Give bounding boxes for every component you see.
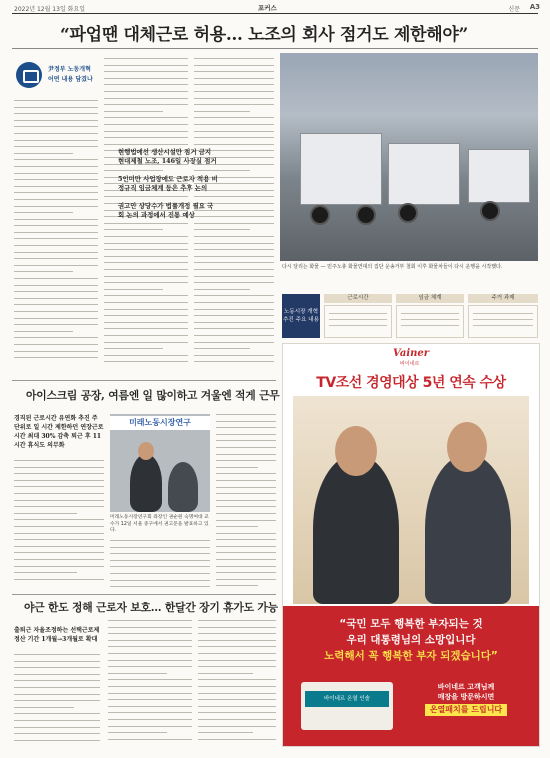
second-headline: 아이스크림 공장, 여름엔 일 많이하고 겨울엔 적게 근무: [26, 389, 280, 402]
body-text-line: [108, 627, 192, 628]
wheel: [310, 205, 330, 225]
body-text-line: [216, 460, 276, 461]
body-text-line: [194, 98, 274, 99]
body-text-line: [198, 706, 276, 707]
body-text-line: [198, 732, 253, 733]
body-text-line: [104, 223, 188, 224]
body-text-line: [104, 117, 188, 118]
body-text-line: [194, 223, 274, 224]
body-text-line: [104, 58, 188, 59]
body-text-line: [14, 572, 77, 573]
body-text-line: [216, 454, 276, 455]
ad-logo: Vainer: [393, 348, 430, 359]
body-text-line: [14, 245, 98, 246]
ad-bottom-text: [401, 682, 531, 716]
body-text-line: [14, 493, 104, 494]
body-text-line: [216, 427, 276, 428]
subhead-3: 권고안 상당수가 법률개정 필요 국회 논의 과정에서 진통 예상: [118, 202, 214, 219]
body-text-line: [14, 186, 98, 187]
body-text-line: [216, 566, 276, 567]
third-article-col-3: [198, 620, 276, 750]
body-text-line: [14, 179, 98, 180]
face: [335, 426, 377, 476]
body-text-line: [14, 700, 100, 701]
body-text-line: [194, 65, 274, 66]
body-text-line: [194, 289, 250, 290]
body-text-line: [216, 585, 258, 586]
body-text-line: [104, 322, 188, 323]
body-text-line: [198, 653, 276, 654]
body-text-line: [14, 486, 104, 487]
body-text-line: [198, 640, 276, 641]
main-headline: “파업땐 대체근로 허용… 노조의 회사 점거도 제한해야”: [60, 25, 468, 45]
body-text-line: [194, 71, 274, 72]
body-text-line: [216, 493, 276, 494]
truck-2: [388, 143, 460, 205]
meeting-photo: [110, 414, 210, 512]
body-text-line: [14, 667, 100, 668]
second-article-col-3: [216, 414, 276, 594]
body-text-line: [104, 111, 163, 112]
body-text-line: [194, 249, 274, 250]
body-text-line: [14, 199, 98, 200]
body-text-line: [104, 78, 188, 79]
body-text-line: [198, 679, 276, 680]
body-text-line: [14, 357, 98, 358]
body-text-line: [216, 421, 276, 422]
body-text-line: [198, 633, 276, 634]
body-text-line: [14, 146, 98, 147]
body-text-line: [104, 309, 188, 310]
body-text-line: [104, 315, 188, 316]
body-text-line: [14, 173, 98, 174]
body-text-line: [194, 335, 274, 336]
body-text-line: [104, 236, 188, 237]
body-text-line: [194, 295, 274, 296]
body-text-line: [14, 271, 73, 272]
body-text-line: [198, 726, 276, 727]
body-text-line: [104, 170, 163, 171]
advertisement: [282, 343, 540, 747]
body-text-line: [14, 113, 98, 114]
body-text-line: [198, 646, 276, 647]
ad-slogan-line: 노력해서 꼭 행복한 부자 되겠습니다”: [324, 650, 498, 662]
body-text-line: [14, 480, 104, 481]
badge-line-2: 어떤 내용 담겼나: [48, 76, 93, 83]
body-text-line: [194, 315, 274, 316]
body-text-line: [216, 552, 276, 553]
body-text-line: [194, 328, 274, 329]
issue-date: 2022년 12월 13일 화요일: [14, 6, 86, 13]
body-text-line: [104, 335, 188, 336]
body-text-line: [14, 351, 98, 352]
body-text-line: [14, 661, 100, 662]
body-text-line: [14, 519, 104, 520]
wheel: [480, 201, 500, 221]
summary-col-header: 주거 과제: [468, 294, 538, 303]
body-text-line: [14, 291, 98, 292]
body-text-line: [104, 289, 163, 290]
summary-cell: [468, 305, 538, 338]
body-text-line: [14, 687, 100, 688]
body-text-line: [104, 84, 188, 85]
meeting-banner: 미래노동시장연구: [110, 416, 210, 430]
meeting-caption: 미래노동시장연구회 좌장인 권순원 숙명여대 교수가 12일 서울 중구에서 권고문을 발표하고 있다.: [110, 515, 209, 533]
body-text-line: [14, 546, 104, 547]
body-text-line: [108, 673, 167, 674]
body-text-line: [216, 467, 258, 468]
body-text-line: [194, 78, 274, 79]
body-text-line: [110, 566, 210, 567]
body-text-line: [198, 620, 276, 621]
body-text-line: [14, 533, 104, 534]
body-text-line: [14, 285, 98, 286]
body-text-line: [108, 693, 192, 694]
body-text-line: [14, 225, 98, 226]
body-text-line: [104, 355, 188, 356]
person: [425, 454, 511, 604]
truck-3: [468, 149, 530, 203]
body-text-line: [14, 252, 98, 253]
body-text-line: [14, 126, 98, 127]
body-text-line: [198, 627, 276, 628]
body-text-line: [198, 712, 276, 713]
header-rule: [12, 13, 538, 14]
section-title: 포커스: [258, 4, 277, 12]
body-text-line: [198, 699, 276, 700]
body-text-line: [194, 342, 274, 343]
body-text-line: [108, 679, 192, 680]
body-text-line: [108, 620, 192, 621]
body-text-line: [14, 344, 98, 345]
body-text-line: [14, 133, 98, 134]
body-text-line: [14, 140, 98, 141]
face: [138, 442, 154, 460]
body-text-line: [194, 117, 274, 118]
body-text-line: [194, 282, 274, 283]
headline-rule: [12, 48, 538, 49]
body-text-line: [14, 219, 98, 220]
page-header: [0, 0, 550, 14]
body-text-line: [104, 262, 188, 263]
body-text-line: [104, 348, 163, 349]
body-text-line: [198, 666, 276, 667]
body-text-line: [14, 500, 104, 501]
main-article-col-1: [14, 100, 98, 370]
ad-bottom-highlight: 온열패치를 드립니다: [425, 704, 507, 716]
third-subhead: 출퇴근 자율조정하는 선택근로제 정산 기간 1개월→3개월로 확대: [14, 627, 100, 643]
body-text-line: [14, 107, 98, 108]
body-text-line: [198, 686, 276, 687]
body-text-line: [194, 276, 274, 277]
body-text-line: [194, 144, 274, 145]
body-text-line: [14, 552, 104, 553]
body-text-line: [216, 487, 276, 488]
body-text-line: [14, 212, 73, 213]
body-text-line: [216, 473, 276, 474]
body-text-line: [198, 673, 253, 674]
body-text-line: [108, 666, 192, 667]
ad-bottom-line: 매장을 방문하시면: [437, 693, 495, 701]
body-text-line: [216, 533, 276, 534]
body-text-line: [194, 355, 274, 356]
body-text-line: [104, 361, 188, 362]
summary-cell: [324, 305, 392, 338]
person: [313, 454, 399, 604]
body-text-line: [14, 311, 98, 312]
body-text-line: [14, 337, 98, 338]
body-text-line: [216, 579, 276, 580]
body-text-line: [14, 740, 100, 741]
body-text-line: [110, 586, 210, 587]
page-number: A3: [529, 3, 540, 11]
body-text-line: [104, 282, 188, 283]
truck-photo: [280, 53, 538, 261]
body-text-line: [104, 302, 188, 303]
body-text-line: [104, 196, 188, 197]
body-text-line: [216, 506, 276, 507]
body-text-line: [108, 699, 192, 700]
body-text-line: [104, 295, 188, 296]
body-text-line: [108, 732, 167, 733]
body-text-line: [194, 131, 274, 132]
body-text-line: [104, 328, 188, 329]
section-rule: [12, 380, 276, 381]
body-text-line: [14, 120, 98, 121]
body-text-line: [14, 159, 98, 160]
second-article-col-1: [14, 460, 104, 590]
body-text-line: [108, 633, 192, 634]
body-text-line: [108, 706, 192, 707]
body-text-line: [104, 131, 188, 132]
body-text-line: [104, 243, 188, 244]
body-text-line: [198, 660, 276, 661]
summary-col-header: 근로시간: [324, 294, 392, 303]
body-text-line: [14, 733, 100, 734]
body-text-line: [194, 196, 274, 197]
body-text-line: [104, 256, 188, 257]
body-text-line: [14, 304, 98, 305]
ad-photo: [293, 396, 529, 604]
body-text-line: [194, 84, 274, 85]
body-text-line: [216, 500, 276, 501]
body-text-line: [14, 324, 98, 325]
body-text-line: [216, 572, 276, 573]
body-text-line: [14, 539, 104, 540]
body-text-line: [216, 440, 276, 441]
body-text-line: [110, 573, 210, 574]
body-text-line: [108, 640, 192, 641]
body-text-line: [110, 560, 210, 561]
ad-slogan-line: “국민 모두 행복한 부자되는 것: [339, 618, 483, 630]
body-text-line: [104, 98, 188, 99]
summary-cell: [396, 305, 464, 338]
body-text-line: [14, 526, 104, 527]
body-text-line: [14, 238, 98, 239]
body-text-line: [198, 719, 276, 720]
body-text-line: [104, 124, 188, 125]
photo-caption: 다시 달리는 화물 — 민주노총 화물연대의 집단 운송거부 철회 이후 화물차들이 다시 운행을 시작했다.: [282, 264, 503, 270]
body-text-line: [108, 646, 192, 647]
body-text-line: [14, 566, 104, 567]
body-text-line: [14, 166, 98, 167]
body-text-line: [14, 473, 104, 474]
body-text-line: [110, 540, 210, 541]
body-text-line: [104, 342, 188, 343]
body-text-line: [104, 229, 163, 230]
body-text-line: [110, 553, 210, 554]
ad-product-label: 바이네르 온열 인솔: [305, 691, 389, 707]
second-subhead: 경직된 근로시간 유연화 추진 주 단위로 일 시간 제한하던 연장근로시간 최대 30% 감축 퇴근 후 11시간 휴식도 의무화: [14, 415, 104, 449]
body-text-line: [14, 258, 98, 259]
second-article-col-2: [110, 540, 210, 594]
paper-name: 신문: [508, 6, 520, 13]
truck-1: [300, 133, 382, 205]
body-text-line: [110, 547, 210, 548]
body-text-line: [194, 170, 250, 171]
body-text-line: [14, 506, 104, 507]
body-text-line: [108, 739, 192, 740]
body-text-line: [14, 694, 100, 695]
body-text-line: [216, 539, 276, 540]
body-text-line: [14, 206, 98, 207]
body-text-line: [14, 654, 100, 655]
badge-line-1: 尹정부 노동개혁: [48, 66, 91, 73]
person: [130, 454, 162, 512]
body-text-line: [110, 580, 210, 581]
body-text-line: [14, 232, 98, 233]
body-text-line: [108, 653, 192, 654]
body-text-line: [104, 65, 188, 66]
body-text-line: [194, 309, 274, 310]
body-text-line: [194, 361, 274, 362]
body-text-line: [216, 526, 258, 527]
body-text-line: [14, 513, 77, 514]
body-text-line: [14, 460, 104, 461]
body-text-line: [216, 414, 276, 415]
body-text-line: [14, 680, 100, 681]
body-text-line: [194, 269, 274, 270]
body-text-line: [194, 58, 274, 59]
body-text-line: [108, 660, 192, 661]
body-text-line: [194, 243, 274, 244]
subhead-2: 5인미만 사업장에도 근로자 적용 비정규직 임금체계 등은 추후 논의: [118, 175, 218, 192]
body-text-line: [104, 249, 188, 250]
body-text-line: [194, 302, 274, 303]
body-text-line: [14, 720, 100, 721]
body-text-line: [198, 693, 276, 694]
ad-slogan-line: 우리 대통령님의 소망입니다: [346, 634, 476, 646]
third-headline: 야근 한도 정해 근로자 보호… 한달간 장기 휴가도 가능: [24, 601, 278, 614]
body-text-line: [14, 153, 73, 154]
body-text-line: [108, 719, 192, 720]
body-text-line: [14, 674, 100, 675]
body-text-line: [194, 229, 250, 230]
body-text-line: [104, 91, 188, 92]
body-text-line: [216, 520, 276, 521]
body-text-line: [104, 137, 188, 138]
body-text-line: [194, 262, 274, 263]
body-text-line: [108, 726, 192, 727]
body-text-line: [198, 739, 276, 740]
body-text-line: [194, 124, 274, 125]
subhead-1: 현행법에선 생산시설만 점거 금지 현대제철 노조, 146일 사장실 점거: [118, 148, 217, 165]
body-text-line: [14, 579, 104, 580]
body-text-line: [108, 686, 192, 687]
section-rule: [12, 594, 276, 595]
body-text-line: [216, 546, 276, 547]
body-text-line: [14, 278, 98, 279]
ad-title: TV조선 경영대상 5년 연속 수상: [316, 375, 506, 391]
body-text-line: [194, 91, 274, 92]
wheel: [398, 203, 418, 223]
body-text-line: [14, 318, 98, 319]
body-text-line: [14, 331, 73, 332]
person: [168, 462, 198, 512]
body-text-line: [108, 712, 192, 713]
body-text-line: [194, 348, 250, 349]
body-text-line: [14, 467, 104, 468]
body-text-line: [194, 322, 274, 323]
ad-product: [301, 682, 393, 730]
body-text-line: [194, 256, 274, 257]
body-text-line: [194, 104, 274, 105]
body-text-line: [194, 137, 274, 138]
body-text-line: [104, 276, 188, 277]
face: [447, 422, 487, 472]
body-text-line: [194, 236, 274, 237]
ad-logo-sub: 바이네르: [400, 361, 420, 367]
body-text-line: [216, 480, 276, 481]
body-text-line: [14, 100, 98, 101]
body-text-line: [104, 144, 188, 145]
wheel: [356, 205, 376, 225]
body-text-line: [104, 269, 188, 270]
body-text-line: [14, 298, 98, 299]
body-text-line: [216, 513, 276, 514]
third-article-col-1: [14, 654, 100, 750]
reform-icon: [16, 62, 42, 88]
body-text-line: [104, 71, 188, 72]
body-text-line: [14, 727, 100, 728]
body-text-line: [194, 111, 250, 112]
summary-label: 노동시장 개혁 추진 주요 내용: [282, 294, 320, 338]
summary-col-header: 임금 체계: [396, 294, 464, 303]
body-text-line: [14, 707, 74, 708]
body-text-line: [216, 434, 276, 435]
body-text-line: [14, 265, 98, 266]
ad-bottom-line: 바이네르 고객님께: [437, 683, 495, 691]
body-text-line: [216, 559, 276, 560]
summary-table: [282, 294, 538, 338]
body-text-line: [216, 447, 276, 448]
body-text-line: [104, 104, 188, 105]
body-text-line: [14, 559, 104, 560]
body-text-line: [14, 192, 98, 193]
third-article-col-2: [108, 620, 192, 750]
body-text-line: [14, 713, 100, 714]
